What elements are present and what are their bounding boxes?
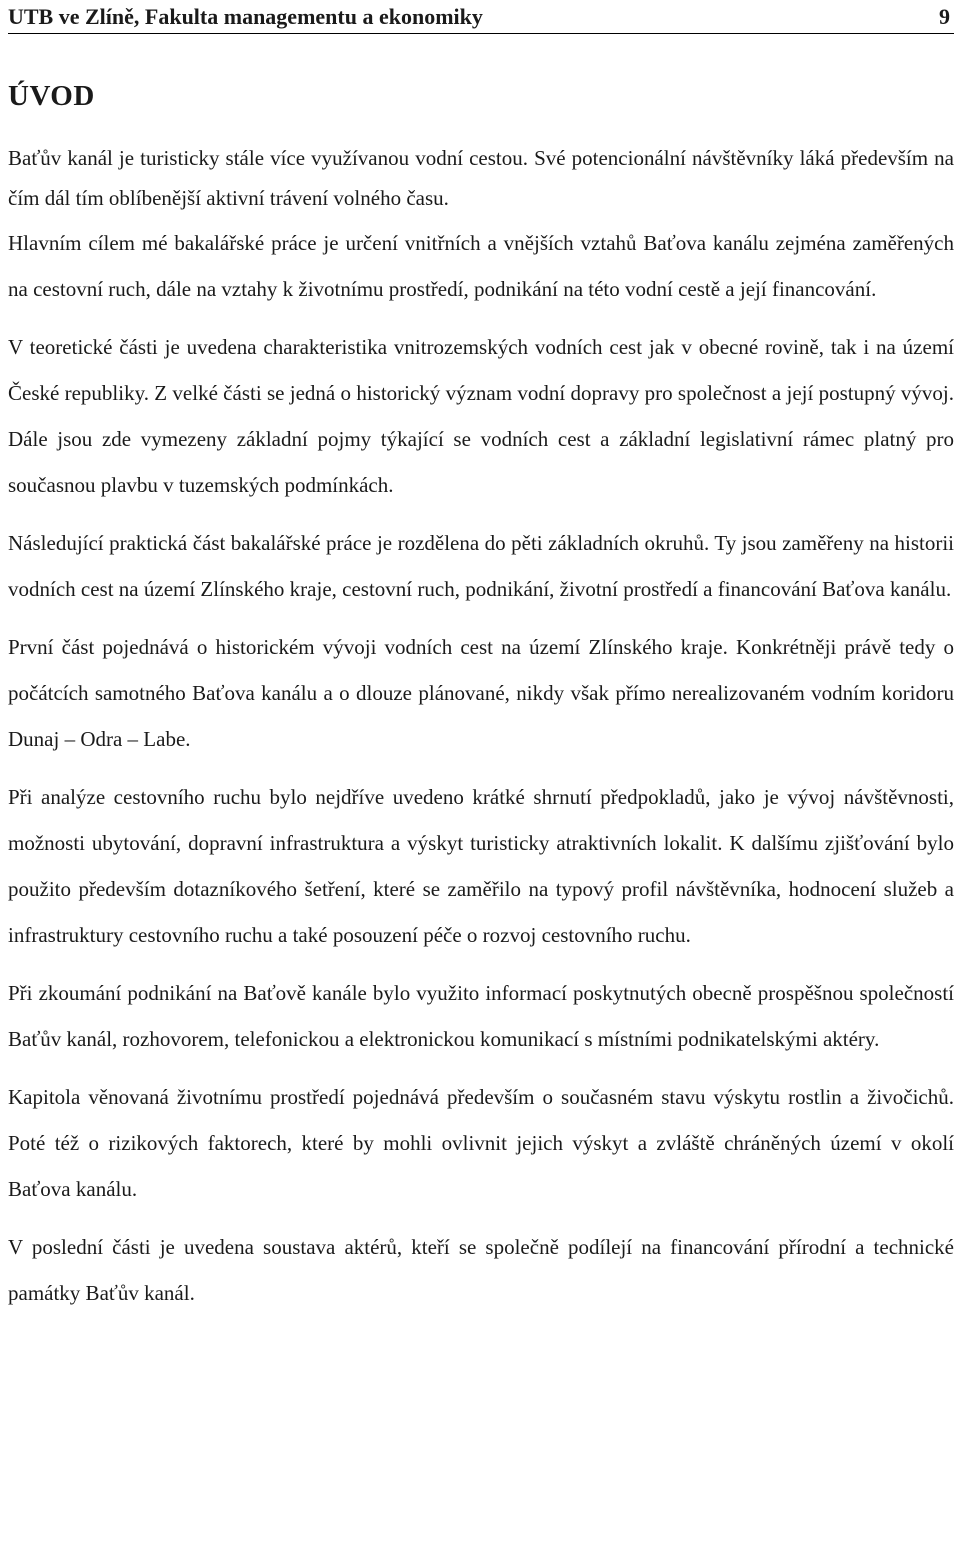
paragraph: První část pojednává o historickém vývoji vodních cest na území Zlínského kraje. Konkrétněji právě tedy o počátcích samotného Baťova kanálu a o dlouze plánované, nikdy však přímo nerealizovaném vodním koridoru Dunaj – Odra – Labe. <box>8 635 954 751</box>
paragraph: V poslední části je uvedena soustava aktérů, kteří se společně podílejí na financování přírodní a technické památky Baťův kanál. <box>8 1235 954 1305</box>
paragraph: Baťův kanál je turisticky stále více využívanou vodní cestou. Své potencionální návštěvníky láká především na čím dál tím oblíbenější aktivní trávení volného času. <box>8 146 954 210</box>
page-number: 9 <box>939 4 950 29</box>
document-page <box>8 0 954 1305</box>
body-text <box>8 138 954 1316</box>
paragraph: Hlavním cílem mé bakalářské práce je určení vnitřních a vnějších vztahů Baťova kanálu zejména zaměřených na cestovní ruch, dále na vztahy k životnímu prostředí, podnikání na této vodní cestě a její financování. <box>8 231 954 301</box>
section-title: ÚVOD <box>8 80 95 112</box>
paragraph: Následující praktická část bakalářské práce je rozdělena do pěti základních okruhů. Ty jsou zaměřeny na historii vodních cest na území Zlínského kraje, cestovní ruch, podnikání, životní prostředí a financování Baťova kanálu. <box>8 531 954 601</box>
paragraph: V teoretické části je uvedena charakteristika vnitrozemských vodních cest jak v obecné rovině, tak i na území České republiky. Z velké části se jedná o historický význam vodní dopravy pro společnost a její postupný vývoj. Dále jsou zde vymezeny základní pojmy týkající se vodních cest a základní legislativní rámec platný pro současnou plavbu v tuzemských podmínkách. <box>8 335 954 497</box>
paragraph: Při analýze cestovního ruchu bylo nejdříve uvedeno krátké shrnutí předpokladů, jako je vývoj návštěvnosti, možnosti ubytování, dopravní infrastruktura a výskyt turisticky atraktivních lokalit. K dalšímu zjišťování bylo použito především dotazníkového šetření, které se zaměřilo na typový profil návštěvníka, hodnocení služeb a infrastruktury cestovního ruchu a také posouzení péče o rozvoj cestovního ruchu. <box>8 785 954 947</box>
running-header <box>8 0 954 34</box>
paragraph: Při zkoumání podnikání na Baťově kanále bylo využito informací poskytnutých obecně prospěšnou společností Baťův kanál, rozhovorem, telefonickou a elektronickou komunikací s místními podnikatelskými aktéry. <box>8 981 954 1051</box>
header-institution: UTB ve Zlíně, Fakulta managementu a ekonomiky <box>8 4 483 29</box>
paragraph: Kapitola věnovaná životnímu prostředí pojednává především o současném stavu výskytu rostlin a živočichů. Poté též o rizikových faktorech, které by mohli ovlivnit jejich výskyt a zvláště chráněných území v okolí Baťova kanálu. <box>8 1085 954 1201</box>
